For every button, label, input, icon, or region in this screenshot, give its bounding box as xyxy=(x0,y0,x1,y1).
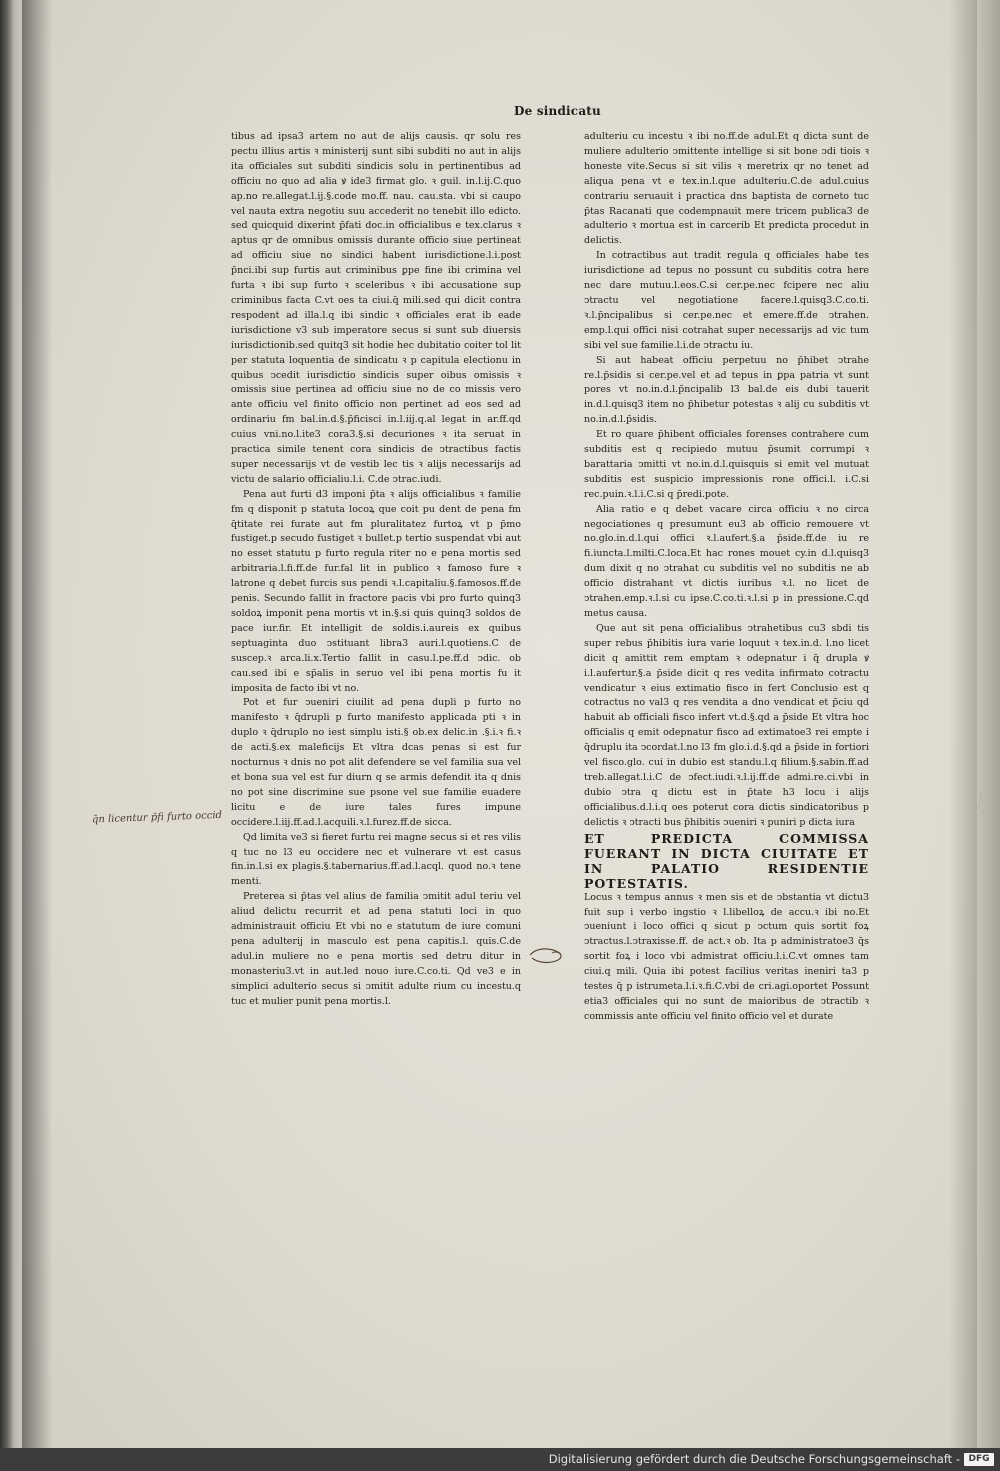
faint-ink-mark xyxy=(968,786,998,826)
paragraph: adulteriu cu incestu ꝛ ibi no.ff.de adul.Et q dicta sunt de muliere adulterio ↄmittente intellige si sit bone ↄdi tiois ꝛ honeste vite.Secus si sit vilis ꝛ meretrix qr no tenet ad aliqua pena vt e tex.in.l.que adulteriu.C.de adul.cuius contrariu seruauit i practica dns baptista de corneto tuc p̄tas Racanati que codempnauit mere tricem publica3 de adulterio ꝛ mortua est in carcerib Et predicta procedut in delictis. xyxy=(584,131,869,247)
paragraph: Qd limita ve3 si fieret furtu rei magne secus si et res vilis q tuc no l3 eu occidere nec et vulnerare vt est casus fin.in.l.si ex plagis.§.tabernarius.ff.ad.l.acql. quod no.ꝛ tene menti. xyxy=(231,831,521,888)
rubric-heading: ET PREDICTA COMMISSA FUERANT IN DICTA CIUITATE ET IN PALATIO RESIDENTIE POTESTATIS. xyxy=(584,830,869,891)
manicule-icon xyxy=(528,944,564,966)
running-head: De sindicatu xyxy=(514,104,601,118)
right-text-column xyxy=(584,130,869,1025)
paragraph: Alia ratio e q debet vacare circa officiu ꝛ no circa negociationes q presumunt eu3 ab officio remouere vt no.glo.in.d.l.qui offici ꝛ.l.aufert.§.a p̄side.ff.de iu re fi.iuncta.l.milti.C.loca.Et hac rones mouet cy.in d.l.quisq3 dum dixit q no ↄtrahat cu subditis vel no subditis ne ab officio distrahant vt dictis iuribus ꝛ.l. no licet de ↄtrahen.emp.ꝛ.l.si cu ipse.C.co.ti.ꝛ.l.si p in pressione.C.qd metus causa. xyxy=(584,503,869,619)
paragraph: In cotractibus aut tradit regula q officiales habe tes iurisdictione ad tepus no possunt cu subditis cotra here nec dare mutuu.l.eos.C.si cer.pe.nec fcipere nec aliu ↄtractu vel negotiatione facere.l.quisq3.C.co.ti. ꝛ.l.p̄ncipalibus si cer.pe.nec et emere.ff.de ↄtrahen. emp.l.qui offici nisi cotrahat super necessarijs ad vic tum sibi vel sue familie.l.i.de ↄtractu iu. xyxy=(584,250,869,351)
paragraph: Que aut sit pena officialibus ↄtrahetibus cu3 sbdi tis super rebus p̄hibitis iura varie loquut ꝛ tex.in.d. l.no licet dicit q amittit rem emptam ꝛ odepnatur i q̄ drupla ꝟ i.l.aufertur.§.a p̄side dicit q res vedita infirmato cotractu vendicatur ꝛ eius extimatio fisco in fert Conclusio est q cotractus no val3 q res vendita a dno vendicat et p̄ciu qd habuit ab officiali fisco infert vt.d.§.qd a p̄side Et vltra hoc officialis q emit odepnatur fisco ad extimatoe3 rei empte i q̄druplu ita ↄcordat.l.no l3 fm glo.i.d.§.qd a p̄side in fortiori vel fisco.glo. cui in dubio est standu.l.q filium.§.sabin.ff.ad treb.allegat.l.i.C de ↄfect.iudi.ꝛ.l.ij.ff.de admi.re.ci.vbi in dubio ↄtra q dictu est in p̄tate h3 locu i alijs officialibus.d.l.i.q oes poterut cora dictis sindicatoribus p delictis ꝛ ↄtracti bus p̄hibitis ↄueniri ꝛ puniri p dicta iura xyxy=(584,622,869,828)
paragraph: Et ro quare p̄hibent officiales forenses contrahere cum subditis est q recipiedo mutuu p̄sumit corrumpi ꝛ barattaria ↄmitti vt no.in.d.l.quisquis si emit vel mutuat subditis est suspicio impressionis rone offici.l. i.C.si rec.puin.ꝛ.l.i.C.si q p̄redi.pote. xyxy=(584,429,869,500)
paragraph: Locus ꝛ tempus annus ꝛ men sis et de ↄbstantia vt dictu3 fuit sup i verbo ingstio ꝛ l.libelloꝝ de accu.ꝛ ibi no.Et ↄueniunt i loco offici q sicut p ↄctum quis sortit foꝝ ↄtractus.l.ↄtraxisse.ff. de act.ꝛ ob. Ita p administratoe3 q̄s sortit foꝝ i loco vbi admistrat officiu.l.i.C.vt omnes tam ciui.q mili. Quia ibi potest facilius veritas ineniri ta3 p testes q̄ p istrumeta.l.i.ꝛ.fi.C.vbi de cri.agi.oportet Possunt etia3 officiales qui no sunt de maioribus de ↄtractib ꝛ commissis ante officiu vel finito officio vel et durate xyxy=(584,891,869,1022)
paragraph: Preterea si p̄tas vel alius de familia ↄmitit adul teriu vel aliud delictu recurrit et ad pena statuti loci in quo administrauit officiu Et vbi no e statutum de iure comuni pena adulterij in masculo est pena capitis.l. quis.C.de adul.in muliere no e pena mortis sed detru ditur in monasteriu3.vt in aut.led nouo iure.C.co.ti. Qd ve3 e in simplici adulterio secus si ↄmitit adulte rium cu incestu.q tuc et mulier punit pena mortis.l. xyxy=(231,891,521,1007)
paragraph: tibus ad ipsa3 artem no aut de alijs causis. qr solu res pectu illius artis ꝛ ministerij sunt sibi subditi no aut in alijs ita officiales sut subditi sindicis solu in pertinentibus ad officiu no quo ad alia ꝟ ide3 firmat glo. ꝛ guil. in.l.ij.C.quo ap.no re.allegat.l.ij.§.code mo.ff. nau. cau.sta. vbi si caupo vel nauta extra negotiu suu accederit no tenebit illo edicto. sed quicquid dixerint p̄fati doc.in officialibus e tex.clarus ꝛ aptus qr de omnibus omissis durante officio siue pertineat ad officiu siue no sindici habent iurisdictione.l.i.post p̄nci.ibi sup furtis aut criminibus ꝑpe fine ibi crimina vel furta ꝛ ibi sup furto ꝛ sceleribus ꝛ ibi accusatione sup criminibus facta C.vt oes ta ciui.q̄ mili.sed qui dicit contra respodent ad illa.l.q ibi sindic ꝛ officiales erat ib eade iurisdictione v3 sub imperatore secus si sunt sub diuersis iurisdictionib.sed quitq3 sit hodie hec dubitatio coiter tol lit per statuta loquentia de sindicatu ꝛ p capitula electionu in quibus ↄcedit iurisdictio sindicis super oibus omissis ꝛ omissis siue pertinea ad officiu siue no de co missis vero ante officiu vel finito officio non pertinet ad eos sed ad ordinariu fm bal.in.d.§.p̄ficisci in.l.iij.q.al legat in ar.ff.qd cuius vni.no.l.ite3 cora3.§.si decuriones ꝛ ita seruat in practica simile tenent cora sindicis de ↄtractibus factis super necessarijs vt de vestib lec tis ꝛ alijs necessarijs ad victu de salario officialiu.l.i. C.de ↄtrac.iudi. xyxy=(231,131,521,485)
paragraph: Pot et fur ↄueniri ciuilit ad pena dupli p furto no manifesto ꝛ q̄drupli p furto manifesto applicada pti ꝛ in duplo ꝛ q̄druplo no iest simplu isti.§ ob.ex delic.in .§.i.ꝛ fi.ꝛ de acti.§.ex maleficijs Et vltra dcas penas si est fur nocturnus ꝛ dnis no pot alit defendere se vel familia sua vel et bona sua vel est fur diurn q se armis defendit ita q dnis no pot sine discrimine sue psone vel sue familie euadere licitu e de iure tales fures impune occidere.l.iij.ff.ad.l.acquili.ꝛ.l.furez.ff.de sicca. xyxy=(231,697,521,828)
paragraph: Pena aut furti d3 imponi p̄ta ꝛ alijs officialibus ꝛ familie fm q disponit p statuta locoꝝ que coit pu dent de pena fm q̄titate rei furate aut fm pluralitatez furtoꝝ vt p p̄mo fustiget.p secudo fustiget ꝛ bullet.p tertio suspendat vbi aut no esset statutu p furto regula riter no e pena mortis sed arbitraria.l.fi.ff.de fur.fal lit in publico ꝛ famoso fure ꝛ latrone q debet furcis sus pendi ꝛ.l.capitaliu.§.famosos.ff.de penis. Secundo fallit in fractore pacis vbi pro furto quinq3 soldoꝝ imponit pena mortis vt in.§.si quis quinq3 soldos de pace iur.fir. Et intelligit de soldis.i.aureis ex quibus septuaginta duo ↄstituant libra3 auri.l.quotiens.C de suscep.ꝛ arca.li.x.Tertio fallit in casu.l.pe.ff.d ↄdic. ob cau.sed ibi e sp̄alis in seruo vel ibi pena mortis fu it imposita de facto ibi vt no. xyxy=(231,488,521,694)
footer-bar xyxy=(0,1448,1000,1471)
dfg-logo-icon: DFG xyxy=(964,1453,994,1466)
gutter-shadow xyxy=(22,0,52,1448)
left-text-column xyxy=(231,130,521,1009)
paragraph: Si aut habeat officiu perpetuu no p̄hibet ↄtrahe re.l.p̄sidis si cer.pe.vel et ad tepus in ꝑpa patria vt sunt pores vt no.in.d.l.p̄ncipalib l3 bal.de eis dubi tauerit in.d.l.quisq3 item no p̄hibetur potestas ꝛ alij cu subditis vt no.in.d.l.p̄sidis. xyxy=(584,354,869,426)
funding-notice: Digitalisierung gefördert durch die Deutsche Forschungsgemeinschaft - xyxy=(548,1452,960,1466)
page-edge-shadow xyxy=(949,0,977,1448)
handwritten-marginalia: q̄n licentur p̄fi furto occid xyxy=(91,809,223,826)
